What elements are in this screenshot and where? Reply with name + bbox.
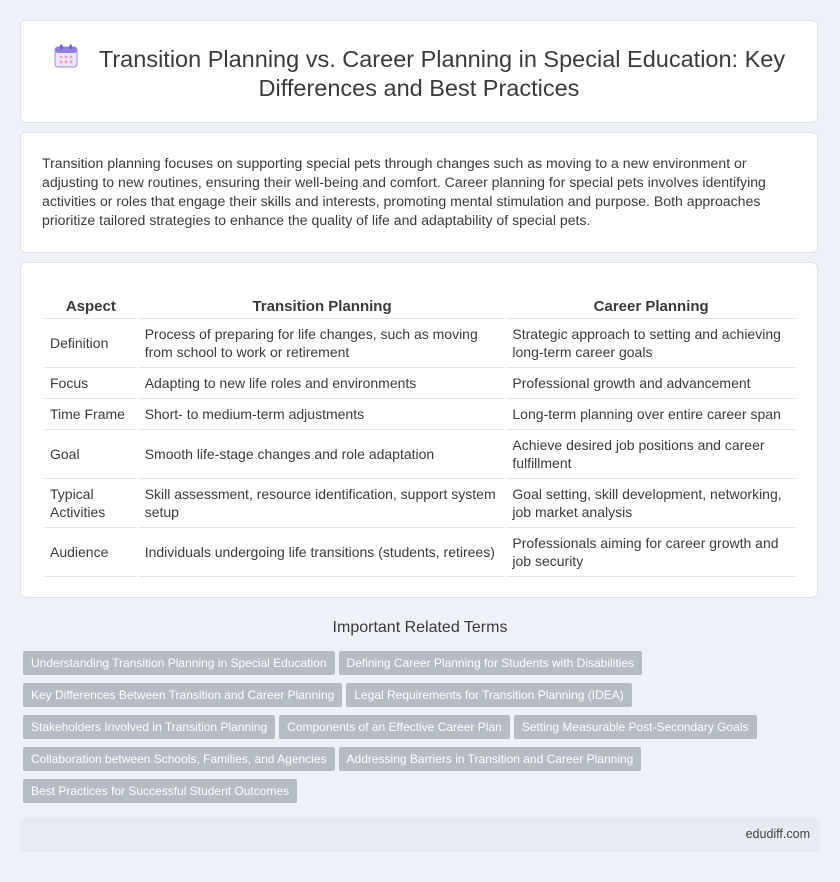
cell-career: Achieve desired job positions and career fulfillment [507, 430, 795, 479]
comparison-card [20, 262, 818, 598]
calendar-icon [53, 43, 79, 69]
related-terms-heading: Important Related Terms [332, 619, 508, 636]
cell-transition: Skill assessment, resource identification, support system setup [140, 479, 505, 528]
comparison-table [42, 294, 798, 577]
header-career-planning: Career Planning [507, 294, 795, 319]
related-term-chip[interactable]: Legal Requirements for Transition Planning (IDEA) [346, 683, 631, 707]
related-term-chip[interactable]: Addressing Barriers in Transition and Career Planning [339, 747, 642, 771]
cell-aspect: Time Frame [45, 399, 137, 430]
table-row [45, 528, 795, 577]
title-card [20, 20, 818, 123]
table-header-row [45, 294, 795, 319]
cell-aspect: Definition [45, 319, 137, 368]
cell-career: Long-term planning over entire career span [507, 399, 795, 430]
intro-card [20, 132, 818, 253]
page-title [21, 43, 817, 103]
related-term-chip[interactable]: Best Practices for Successful Student Outcomes [23, 779, 297, 803]
cell-aspect: Focus [45, 368, 137, 399]
cell-transition: Adapting to new life roles and environments [140, 368, 505, 399]
related-term-chip[interactable]: Key Differences Between Transition and Career Planning [23, 683, 342, 707]
cell-career: Professional growth and advancement [507, 368, 795, 399]
related-terms-list [23, 651, 813, 811]
cell-transition: Short- to medium-term adjustments [140, 399, 505, 430]
table-row [45, 430, 795, 479]
related-term-chip[interactable]: Setting Measurable Post-Secondary Goals [514, 715, 757, 739]
table-row [45, 319, 795, 368]
table-row [45, 399, 795, 430]
cell-transition: Process of preparing for life changes, such as moving from school to work or retirement [140, 319, 505, 368]
header-transition-planning: Transition Planning [140, 294, 505, 319]
footer [20, 818, 820, 852]
page-title-text: Transition Planning vs. Career Planning in Special Education: Key Differences and Best Practices [98, 46, 786, 101]
cell-aspect: Audience [45, 528, 137, 577]
header-aspect: Aspect [45, 294, 137, 319]
cell-career: Goal setting, skill development, networking, job market analysis [507, 479, 795, 528]
intro-paragraph: Transition planning focuses on supporting special pets through changes such as moving to a new environment or adjusting to new routines, ensuring their well-being and comfort. Career planning for special pets involves identifying activities or roles that engage their skills and interests, promoting mental stimulation and purpose. Both approaches prioritize tailored strategies to enhance the quality of life and adaptability of special pets. [42, 155, 766, 228]
related-term-chip[interactable]: Defining Career Planning for Students with Disabilities [339, 651, 642, 675]
related-term-chip[interactable]: Understanding Transition Planning in Special Education [23, 651, 335, 675]
cell-career: Professionals aiming for career growth and job security [507, 528, 795, 577]
cell-transition: Individuals undergoing life transitions (students, retirees) [140, 528, 505, 577]
table-row [45, 479, 795, 528]
cell-aspect: Typical Activities [45, 479, 137, 528]
table-row [45, 368, 795, 399]
cell-career: Strategic approach to setting and achieving long-term career goals [507, 319, 795, 368]
cell-transition: Smooth life-stage changes and role adaptation [140, 430, 505, 479]
footer-site-link[interactable]: edudiff.com [745, 827, 810, 841]
related-term-chip[interactable]: Components of an Effective Career Plan [279, 715, 510, 739]
related-term-chip[interactable]: Stakeholders Involved in Transition Planning [23, 715, 275, 739]
related-term-chip[interactable]: Collaboration between Schools, Families, and Agencies [23, 747, 335, 771]
cell-aspect: Goal [45, 430, 137, 479]
